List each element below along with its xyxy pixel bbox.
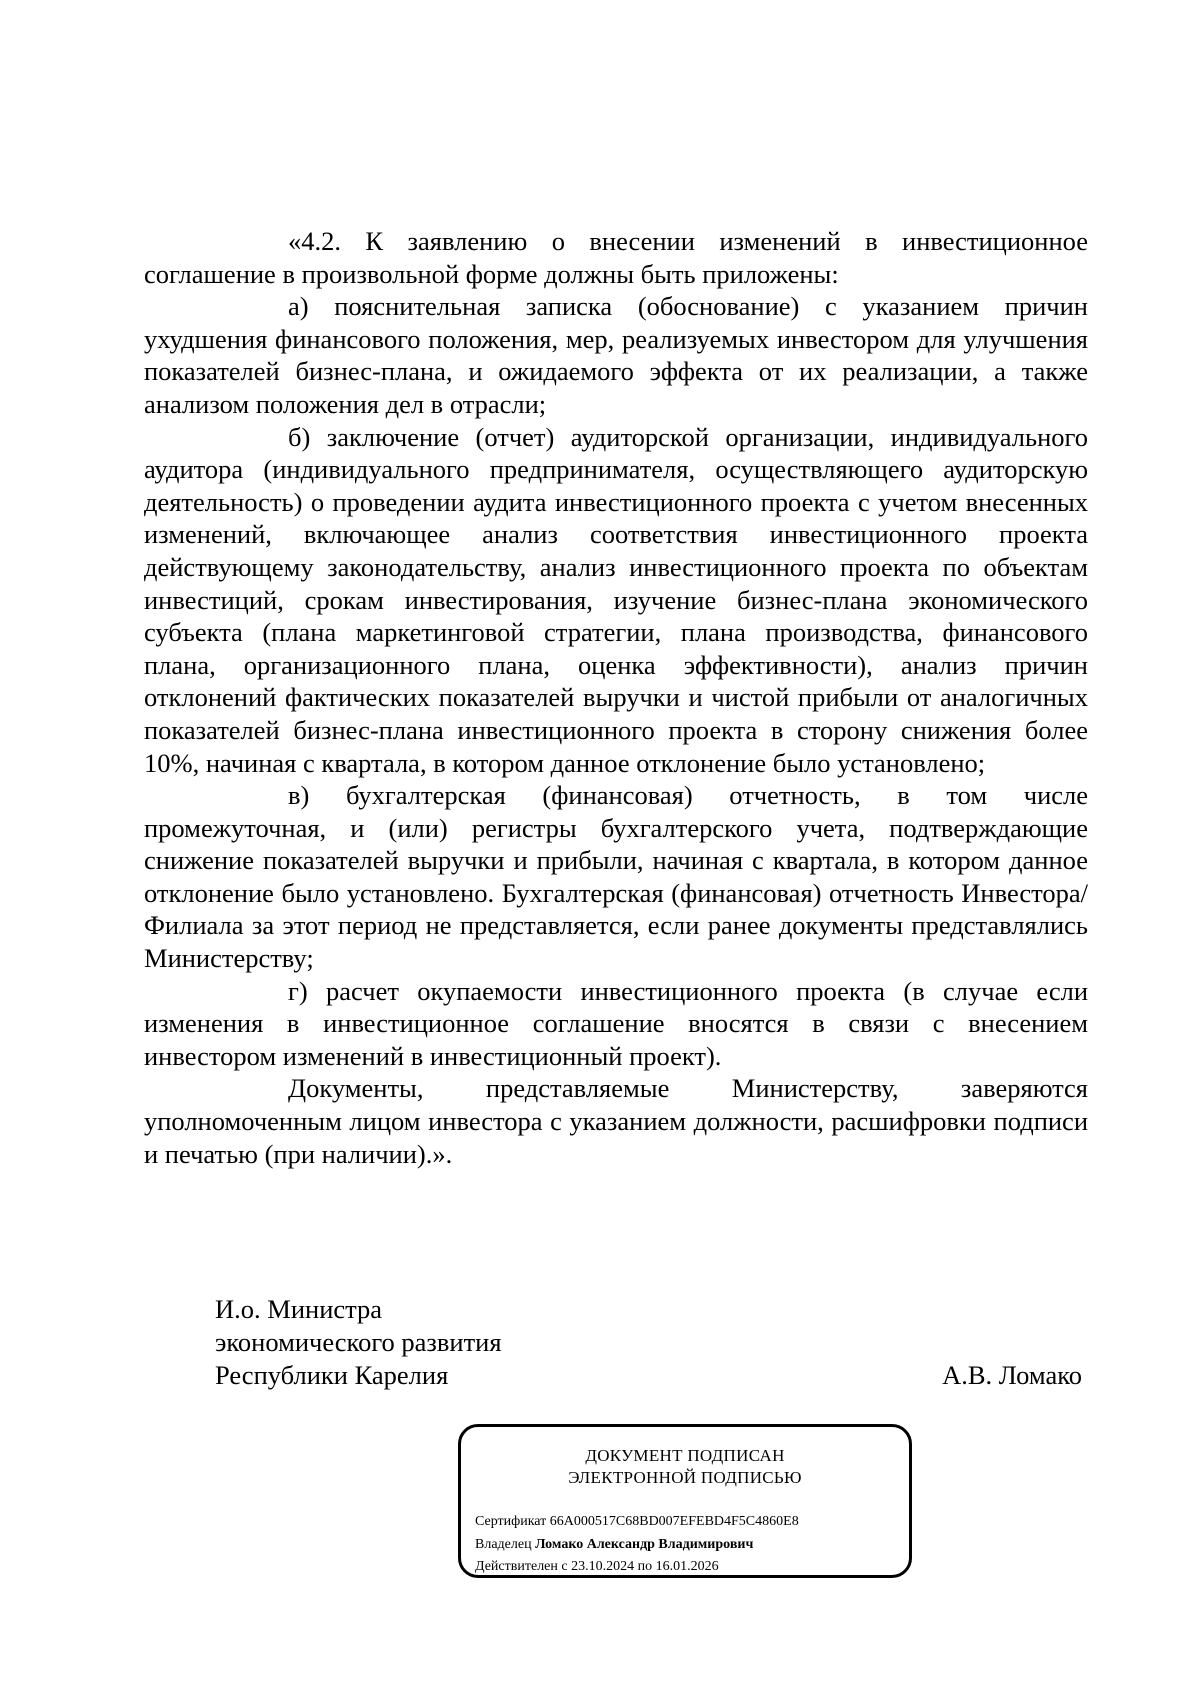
signatory-position-line: И.о. Министра [215, 1294, 383, 1324]
stamp-valid-to: 16.01.2026 [655, 1559, 719, 1574]
stamp-valid-label: Действителен [475, 1559, 558, 1574]
paragraph-certification: Документы, представляемые Министерству, заверяются уполномоченным лицом инвестора с указанием должности, расшифровки подписи и печатью (при наличии).». [144, 1073, 1088, 1169]
signatory-position-line: Республики Карелия [215, 1360, 449, 1390]
document-body [144, 225, 1088, 1170]
paragraph-item-b: б) заключение (отчет) аудиторской организации, индивидуального аудитора (индивидуального предпринимателя, осуществляющего аудиторскую деятельность) о проведении аудита инвестиционного проекта с учетом внесенных изменений, включающее анализ соответствия инвестиционного проекта действующему законодательству, анализ инвестиционного проекта по объектам инвестиций, срокам инвестирования, изучение бизнес-плана экономического субъекта (плана маркетинговой стратегии, плана производства, финансового плана, организационного плана, оценка эффективности), анализ причин отклонений фактических показателей выручки и чистой прибыли от аналогичных показателей бизнес-плана инвестиционного проекта в сторону снижения более 10%, начиная с квартала, в котором данное отклонение было установлено; [144, 421, 1088, 778]
stamp-title-line: ЭЛЕКТРОННОЙ ПОДПИСЬЮ [568, 1468, 802, 1487]
electronic-signature-stamp [458, 1424, 912, 1578]
stamp-owner-value: Ломако Александр Владимирович [535, 1536, 754, 1552]
stamp-owner-label: Владелец [475, 1536, 532, 1552]
stamp-title [461, 1445, 909, 1489]
signatory-position-line: экономического развития [215, 1327, 502, 1357]
stamp-valid-from: 23.10.2024 [571, 1559, 635, 1574]
stamp-certificate-value: 66A000517C68BD007EFEBD4F5C4860E8 [549, 1514, 799, 1529]
stamp-valid-to-prefix: по [637, 1559, 653, 1574]
paragraph-4-2-intro: «4.2. К заявлению о внесении изменений в инвестиционное соглашение в произвольной форме должны быть приложены: [144, 226, 1088, 289]
stamp-details [475, 1511, 899, 1579]
signatory-name: А.В. Ломако [942, 1360, 1082, 1390]
stamp-title-line: ДОКУМЕНТ ПОДПИСАН [585, 1446, 785, 1465]
paragraph-item-v: в) бухгалтерская (финансовая) отчетность, в том числе промежуточная, и (или) регистры бухгалтерского учета, подтверждающие снижение показателей выручки и прибыли, начиная с квартала, в котором данное отклонение было установлено. Бухгалтерская (финансовая) отчетность Инвестора/Филиала за этот период не представляется, если ранее документы представлялись Министерству; [144, 780, 1088, 974]
stamp-owner-row [475, 1534, 899, 1557]
stamp-certificate-row [475, 1511, 899, 1534]
stamp-validity-row [475, 1556, 899, 1579]
stamp-certificate-label: Сертификат [475, 1514, 547, 1529]
paragraph-item-g: г) расчет окупаемости инвестиционного проекта (в случае если изменения в инвестиционное соглашение вносятся в связи с внесением инвестором изменений в инвестиционный проект). [144, 975, 1088, 1071]
stamp-valid-from-prefix: с [561, 1559, 568, 1574]
paragraph-item-a: а) пояснительная записка (обоснование) с указанием причин ухудшения финансового положения, мер, реализуемых инвестором для улучшения показателей бизнес-плана, и ожидаемого эффекта от их реализации, а также анализом положения дел в отрасли; [144, 291, 1088, 419]
signatory-position [215, 1293, 502, 1392]
